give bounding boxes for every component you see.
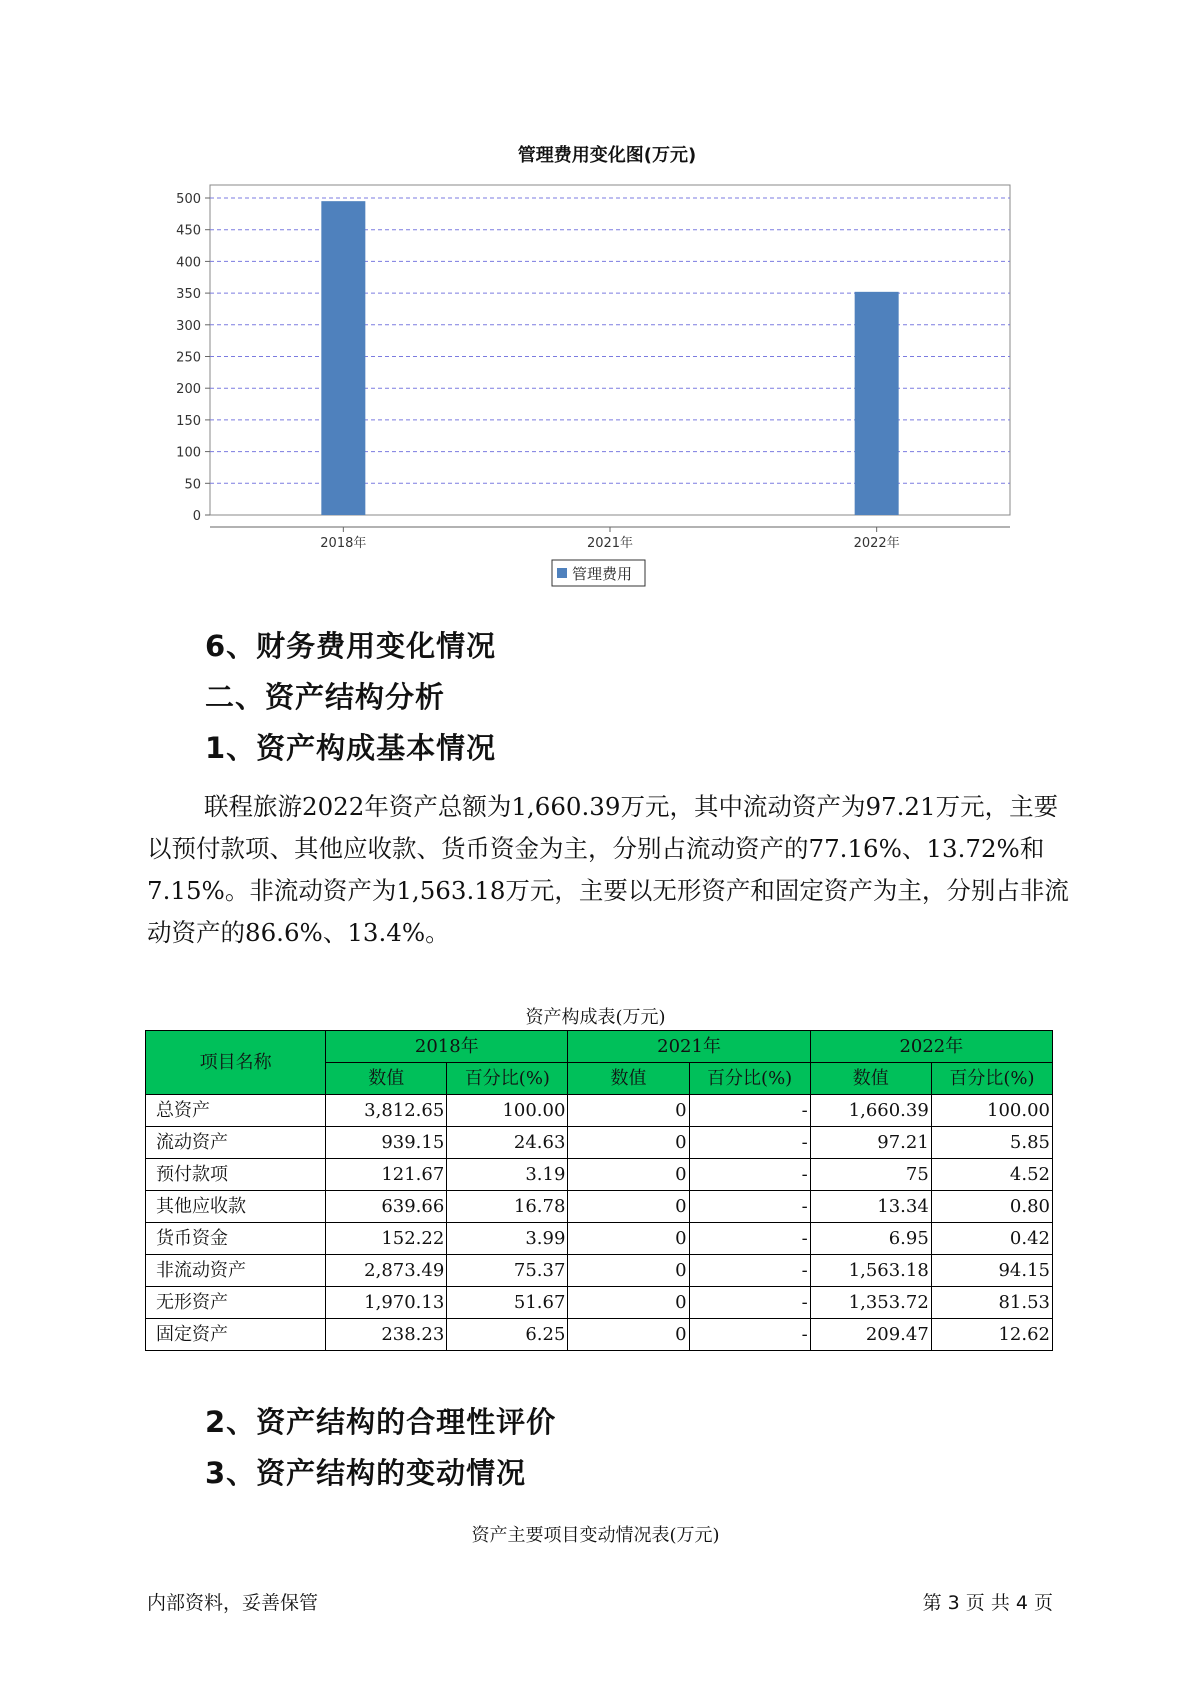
percent-cell: 100.00 — [931, 1095, 1052, 1127]
x-axis — [320, 527, 899, 551]
value-cell: 0 — [568, 1287, 689, 1319]
value-cell: 97.21 — [810, 1127, 931, 1159]
value-cell: 13.34 — [810, 1191, 931, 1223]
table-row — [146, 1159, 1053, 1191]
management-expense-chart — [0, 0, 1191, 600]
y-axis — [176, 192, 210, 524]
x-tick-label: 2022年 — [853, 536, 900, 551]
value-cell: 939.15 — [326, 1127, 447, 1159]
y-tick-label: 450 — [176, 223, 201, 239]
percent-cell: 94.15 — [931, 1255, 1052, 1287]
percent-cell: 3.19 — [447, 1159, 568, 1191]
percent-cell: 12.62 — [931, 1319, 1052, 1351]
value-cell: 0 — [568, 1223, 689, 1255]
chart-title: 管理费用变化图(万元) — [517, 145, 697, 166]
table-header-row — [146, 1031, 1053, 1063]
legend — [552, 560, 645, 586]
y-tick-label: 300 — [176, 318, 201, 334]
percent-cell: - — [689, 1127, 810, 1159]
table-row — [146, 1127, 1053, 1159]
row-label: 其他应收款 — [146, 1191, 326, 1223]
y-tick-label: 150 — [176, 413, 201, 429]
percent-cell: - — [689, 1255, 810, 1287]
percent-cell: 75.37 — [447, 1255, 568, 1287]
table-caption-2: 资产主要项目变动情况表(万元) — [471, 1525, 720, 1546]
value-cell: 1,660.39 — [810, 1095, 931, 1127]
heading-asset-composition: 1、资产构成基本情况 — [205, 731, 497, 765]
y-tick-label: 250 — [176, 350, 201, 366]
legend-swatch — [557, 568, 567, 578]
heading-structure-evaluation: 2、资产结构的合理性评价 — [205, 1405, 557, 1439]
heading-asset-structure: 二、资产结构分析 — [205, 680, 446, 714]
bar — [321, 201, 365, 515]
percent-cell: 0.42 — [931, 1223, 1052, 1255]
value-cell: 639.66 — [326, 1191, 447, 1223]
footer-left: 内部资料，妥善保管 — [147, 1592, 319, 1614]
value-cell: 209.47 — [810, 1319, 931, 1351]
percent-cell: 24.63 — [447, 1127, 568, 1159]
value-cell: 6.95 — [810, 1223, 931, 1255]
legend-label: 管理费用 — [572, 565, 633, 583]
value-cell: 3,812.65 — [326, 1095, 447, 1127]
value-cell: 2,873.49 — [326, 1255, 447, 1287]
footer-page-number: 第 3 页 共 4 页 — [922, 1592, 1053, 1614]
y-tick-label: 200 — [176, 382, 201, 398]
row-label: 预付款项 — [146, 1159, 326, 1191]
percent-cell: 100.00 — [447, 1095, 568, 1127]
heading-finance-expense: 6、财务费用变化情况 — [205, 629, 497, 663]
table-row — [146, 1255, 1053, 1287]
value-cell: 0 — [568, 1319, 689, 1351]
percent-cell: - — [689, 1223, 810, 1255]
value-cell: 0 — [568, 1255, 689, 1287]
col-header-value: 数值 — [568, 1063, 689, 1095]
percent-cell: 0.80 — [931, 1191, 1052, 1223]
percent-cell: 5.85 — [931, 1127, 1052, 1159]
table-row — [146, 1287, 1053, 1319]
percent-cell: - — [689, 1191, 810, 1223]
asset-composition-table — [145, 1030, 1053, 1351]
x-tick-label: 2021年 — [586, 536, 634, 551]
y-tick-label: 0 — [192, 509, 201, 524]
percent-cell: 4.52 — [931, 1159, 1052, 1191]
percent-cell: - — [689, 1095, 810, 1127]
table-row — [146, 1095, 1053, 1127]
value-cell: 1,970.13 — [326, 1287, 447, 1319]
percent-cell: 51.67 — [447, 1287, 568, 1319]
value-cell: 238.23 — [326, 1319, 447, 1351]
col-header-percent: 百分比(%) — [447, 1063, 568, 1095]
col-header-percent: 百分比(%) — [931, 1063, 1052, 1095]
row-label: 流动资产 — [146, 1127, 326, 1159]
row-label: 固定资产 — [146, 1319, 326, 1351]
value-cell: 0 — [568, 1095, 689, 1127]
y-tick-label: 350 — [176, 287, 201, 303]
col-header-year: 2021年 — [568, 1031, 810, 1063]
table-caption: 资产构成表(万元) — [525, 1007, 666, 1028]
percent-cell: - — [689, 1287, 810, 1319]
row-label: 货币资金 — [146, 1223, 326, 1255]
table-row — [146, 1191, 1053, 1223]
col-header-year: 2018年 — [326, 1031, 568, 1063]
y-tick-label: 400 — [176, 255, 201, 271]
table-row — [146, 1223, 1053, 1255]
value-cell: 152.22 — [326, 1223, 447, 1255]
bar — [855, 292, 899, 515]
y-tick-label: 50 — [184, 477, 201, 493]
percent-cell: - — [689, 1319, 810, 1351]
percent-cell: - — [689, 1159, 810, 1191]
value-cell: 1,563.18 — [810, 1255, 931, 1287]
table-row — [146, 1319, 1053, 1351]
heading-structure-change: 3、资产结构的变动情况 — [205, 1456, 527, 1490]
y-tick-label: 100 — [176, 445, 201, 461]
value-cell: 0 — [568, 1159, 689, 1191]
value-cell: 1,353.72 — [810, 1287, 931, 1319]
percent-cell: 3.99 — [447, 1223, 568, 1255]
y-tick-label: 500 — [176, 192, 201, 207]
row-label: 总资产 — [146, 1095, 326, 1127]
col-header-percent: 百分比(%) — [689, 1063, 810, 1095]
percent-cell: 6.25 — [447, 1319, 568, 1351]
percent-cell: 16.78 — [447, 1191, 568, 1223]
analysis-paragraph: 联程旅游2022年资产总额为1,660.39万元，其中流动资产为97.21万元，主要以预付款项、其他应收款、货币资金为主，分别占流动资产的77.16%、13.72%和7.15%。非流动资产为1,563.18万元，主要以无形资产和固定资产为主，分别占非流动资产的86.6%、13.4%。 — [147, 792, 1069, 947]
row-label: 非流动资产 — [146, 1255, 326, 1287]
value-cell: 0 — [568, 1127, 689, 1159]
row-label: 无形资产 — [146, 1287, 326, 1319]
col-header-name: 项目名称 — [146, 1031, 326, 1095]
col-header-value: 数值 — [810, 1063, 931, 1095]
x-tick-label: 2018年 — [320, 536, 367, 551]
percent-cell: 81.53 — [931, 1287, 1052, 1319]
value-cell: 75 — [810, 1159, 931, 1191]
col-header-value: 数值 — [326, 1063, 447, 1095]
value-cell: 121.67 — [326, 1159, 447, 1191]
value-cell: 0 — [568, 1191, 689, 1223]
col-header-year: 2022年 — [810, 1031, 1052, 1063]
